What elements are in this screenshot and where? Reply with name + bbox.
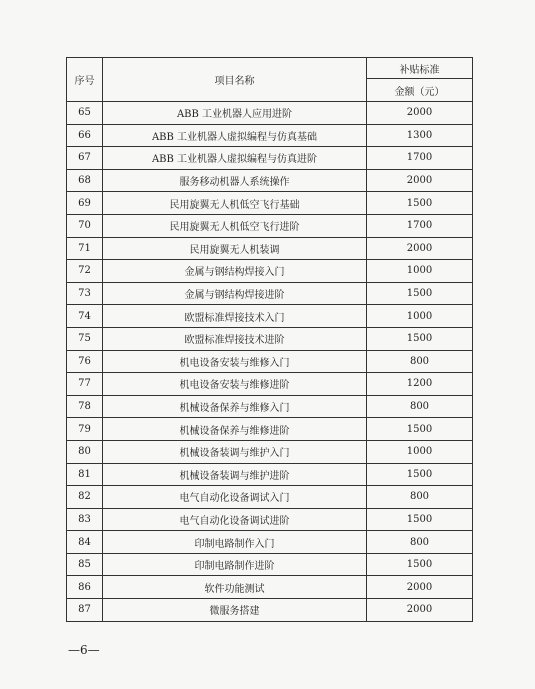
cell-seq: 84 <box>67 531 103 554</box>
cell-seq: 71 <box>67 237 103 260</box>
cell-amount: 2000 <box>367 169 473 192</box>
cell-amount: 2000 <box>367 576 473 599</box>
cell-name: 民用旋翼无人机低空飞行基础 <box>103 192 367 215</box>
cell-amount: 1500 <box>367 508 473 531</box>
cell-name: 微服务搭建 <box>103 599 367 622</box>
cell-seq: 76 <box>67 350 103 373</box>
table-row <box>67 395 473 418</box>
table-row <box>67 418 473 441</box>
cell-amount: 1200 <box>367 373 473 396</box>
table-row <box>67 486 473 509</box>
cell-name: 软件功能测试 <box>103 576 367 599</box>
cell-seq: 67 <box>67 147 103 170</box>
cell-seq: 70 <box>67 214 103 237</box>
cell-seq: 85 <box>67 553 103 576</box>
cell-seq: 75 <box>67 327 103 350</box>
cell-amount: 1500 <box>367 327 473 350</box>
cell-name: 民用旋翼无人机低空飞行进阶 <box>103 214 367 237</box>
cell-name: 欧盟标准焊接技术进阶 <box>103 327 367 350</box>
cell-seq: 65 <box>67 102 103 125</box>
table-row <box>67 169 473 192</box>
cell-seq: 87 <box>67 599 103 622</box>
header-seq: 序号 <box>67 58 103 102</box>
table-body <box>67 102 473 622</box>
table-row <box>67 531 473 554</box>
cell-amount: 1500 <box>367 192 473 215</box>
table-row <box>67 576 473 599</box>
cell-seq: 69 <box>67 192 103 215</box>
table-row <box>67 237 473 260</box>
cell-seq: 86 <box>67 576 103 599</box>
table-row <box>67 260 473 283</box>
cell-amount: 2000 <box>367 237 473 260</box>
cell-seq: 81 <box>67 463 103 486</box>
cell-amount: 800 <box>367 486 473 509</box>
table-row <box>67 147 473 170</box>
table-row <box>67 305 473 328</box>
cell-seq: 82 <box>67 486 103 509</box>
table-row <box>67 350 473 373</box>
cell-amount: 1500 <box>367 463 473 486</box>
cell-name: 金属与钢结构焊接进阶 <box>103 282 367 305</box>
cell-seq: 72 <box>67 260 103 283</box>
cell-name: 金属与钢结构焊接入门 <box>103 260 367 283</box>
cell-seq: 73 <box>67 282 103 305</box>
cell-amount: 1700 <box>367 147 473 170</box>
subsidy-table <box>66 57 473 622</box>
cell-amount: 1700 <box>367 214 473 237</box>
cell-name: ABB 工业机器人虚拟编程与仿真基础 <box>103 124 367 147</box>
cell-amount: 1300 <box>367 124 473 147</box>
table-row <box>67 463 473 486</box>
table-row <box>67 124 473 147</box>
header-name: 项目名称 <box>103 58 367 102</box>
cell-amount: 2000 <box>367 599 473 622</box>
page-number: —6— <box>68 643 100 657</box>
table-row <box>67 282 473 305</box>
cell-amount: 2000 <box>367 102 473 125</box>
cell-seq: 79 <box>67 418 103 441</box>
cell-seq: 68 <box>67 169 103 192</box>
cell-amount: 1000 <box>367 260 473 283</box>
table-row <box>67 327 473 350</box>
cell-name: 印制电路制作入门 <box>103 531 367 554</box>
cell-name: 民用旋翼无人机装调 <box>103 237 367 260</box>
table-row <box>67 192 473 215</box>
header-subsidy-group: 补贴标准 <box>367 58 473 79</box>
cell-name: 电气自动化设备调试进阶 <box>103 508 367 531</box>
cell-name: 印制电路制作进阶 <box>103 553 367 576</box>
cell-amount: 1000 <box>367 305 473 328</box>
cell-seq: 74 <box>67 305 103 328</box>
cell-amount: 800 <box>367 531 473 554</box>
table-row <box>67 440 473 463</box>
cell-name: 机械设备保养与维修入门 <box>103 395 367 418</box>
cell-name: ABB 工业机器人虚拟编程与仿真进阶 <box>103 147 367 170</box>
cell-amount: 800 <box>367 350 473 373</box>
cell-name: 欧盟标准焊接技术入门 <box>103 305 367 328</box>
table-row <box>67 373 473 396</box>
cell-seq: 80 <box>67 440 103 463</box>
table-row <box>67 553 473 576</box>
table-row <box>67 599 473 622</box>
cell-amount: 1500 <box>367 553 473 576</box>
cell-name: 电气自动化设备调试入门 <box>103 486 367 509</box>
cell-seq: 77 <box>67 373 103 396</box>
cell-name: 机电设备安装与维修进阶 <box>103 373 367 396</box>
cell-amount: 1500 <box>367 418 473 441</box>
header-amount: 金额（元） <box>367 79 473 102</box>
cell-seq: 78 <box>67 395 103 418</box>
table-row <box>67 508 473 531</box>
table-row <box>67 214 473 237</box>
cell-amount: 800 <box>367 395 473 418</box>
cell-amount: 1000 <box>367 440 473 463</box>
cell-name: 机械设备保养与维修进阶 <box>103 418 367 441</box>
cell-name: 机电设备安装与维修入门 <box>103 350 367 373</box>
cell-name: 机械设备装调与维护入门 <box>103 440 367 463</box>
cell-name: ABB 工业机器人应用进阶 <box>103 102 367 125</box>
cell-seq: 83 <box>67 508 103 531</box>
table-row <box>67 102 473 125</box>
cell-name: 服务移动机器人系统操作 <box>103 169 367 192</box>
cell-seq: 66 <box>67 124 103 147</box>
cell-name: 机械设备装调与维护进阶 <box>103 463 367 486</box>
cell-amount: 1500 <box>367 282 473 305</box>
